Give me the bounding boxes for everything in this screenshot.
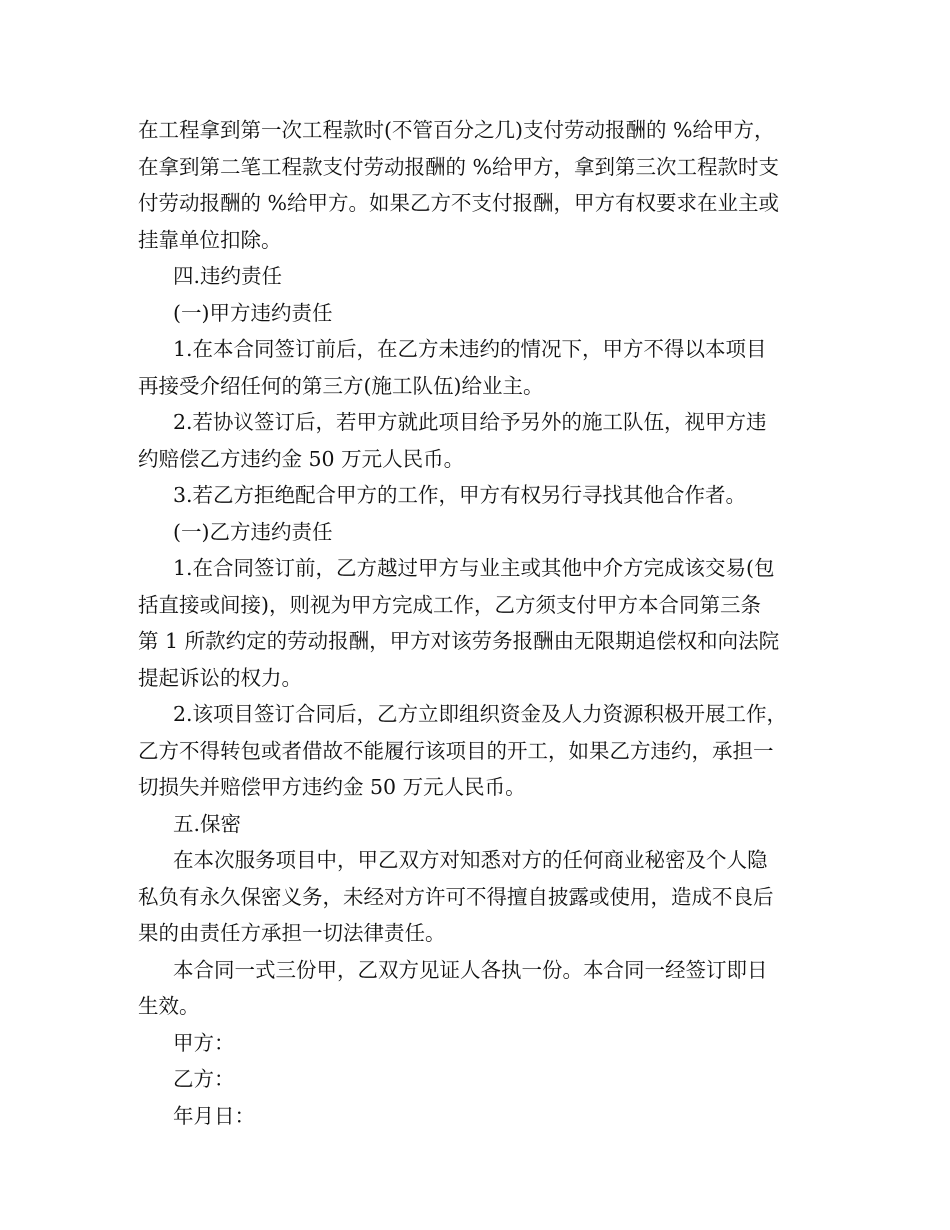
section-heading-confidentiality: 五.保密	[173, 811, 242, 836]
text-line: 果的由责任方承担一切法律责任。	[138, 921, 446, 945]
text-line: 括直接或间接)，则视为甲方完成工作，乙方须支付甲方本合同第三条	[138, 592, 761, 617]
signature-party-a: 甲方：	[173, 1030, 235, 1055]
text-line: 1.在本合同签订前后，在乙方未违约的情况下，甲方不得以本项目	[173, 337, 767, 361]
text-line: 第 1 所款约定的劳动报酬，甲方对该劳务报酬由无限期追偿权和向法院	[138, 629, 780, 653]
text-line: 1.在合同签订前，乙方越过甲方与业主或其他中介方完成该交易(包	[173, 556, 775, 580]
text-line: 提起诉讼的权力。	[138, 665, 302, 690]
text-line: 挂靠单位扣除。	[138, 227, 282, 252]
text-line: 本合同一式三份甲，乙双方见证人各执一份。本合同一经签订即日	[173, 957, 768, 982]
signature-date: 年月日：	[173, 1103, 255, 1128]
text-line: 约赔偿乙方违约金 50 万元人民币。	[138, 446, 465, 471]
text-line: 付劳动报酬的 %给甲方。如果乙方不支付报酬，甲方有权要求在业主或	[138, 191, 779, 215]
subheading-party-a-liability: (一)甲方违约责任	[173, 300, 333, 325]
text-line: 在拿到第二笔工程款支付劳动报酬的 %给甲方，拿到第三次工程款时支	[138, 154, 779, 179]
text-line: 切损失并赔偿甲方违约金 50 万元人民币。	[138, 775, 526, 799]
text-line: 在工程拿到第一次工程款时(不管百分之几)支付劳动报酬的 %给甲方，	[138, 118, 775, 142]
text-line: 私负有永久保密义务，未经对方许可不得擅自披露或使用，造成不良后	[138, 884, 774, 909]
text-line: 在本次服务项目中，甲乙双方对知悉对方的任何商业秘密及个人隐	[173, 848, 768, 872]
text-line: 2.该项目签订合同后，乙方立即组织资金及人力资源积极开展工作，	[173, 702, 788, 726]
text-line: 再接受介绍任何的第三方(施工队伍)给业主。	[138, 373, 544, 398]
text-line: 乙方不得转包或者借故不能履行该项目的开工，如果乙方违约，承担一	[138, 738, 774, 763]
signature-party-b: 乙方：	[173, 1067, 235, 1091]
text-line: 生效。	[138, 994, 200, 1018]
text-line: 2.若协议签订后，若甲方就此项目给予另外的施工队伍，视甲方违	[173, 410, 767, 434]
section-heading-breach-liability: 四.违约责任	[173, 264, 283, 288]
text-line: 3.若乙方拒绝配合甲方的工作，甲方有权另行寻找其他合作者。	[173, 483, 747, 507]
contract-text-body	[138, 112, 828, 1134]
subheading-party-b-liability: (一)乙方违约责任	[173, 519, 333, 544]
